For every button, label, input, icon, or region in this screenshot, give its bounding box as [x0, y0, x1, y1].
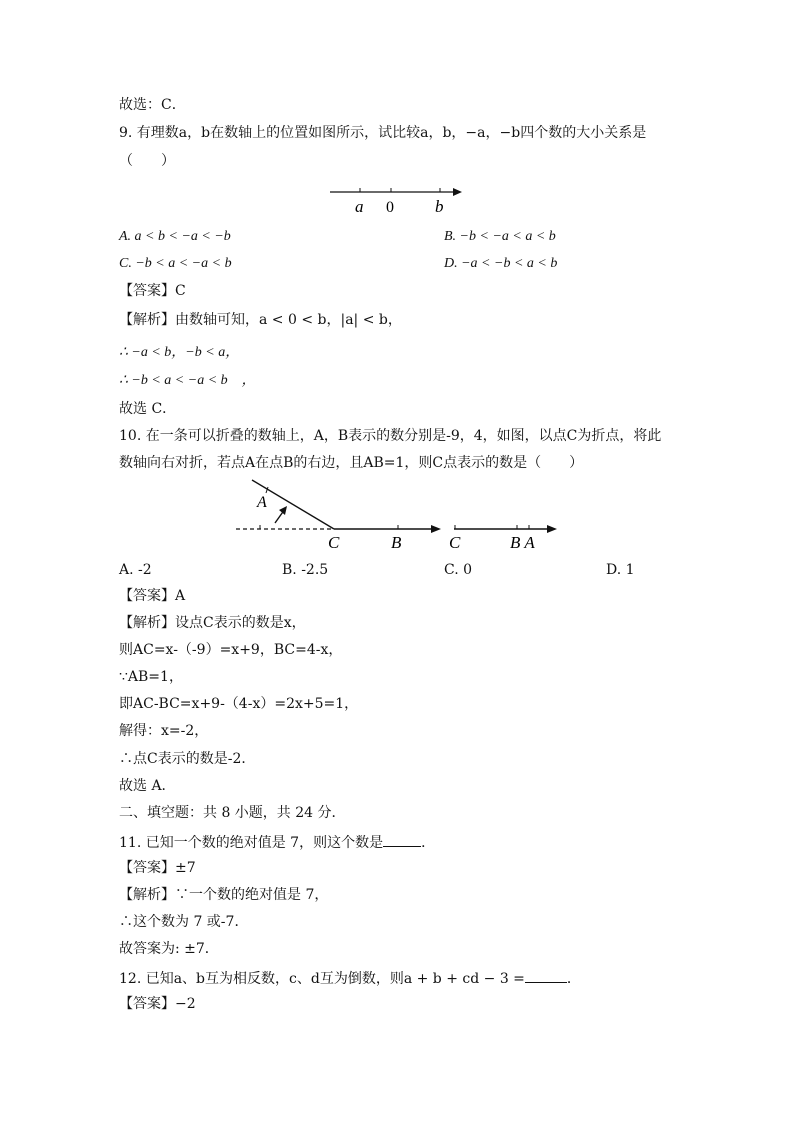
q9-explanation-1: 【解析】由数轴可知，a < 0 < b，|a| < b， [119, 312, 402, 328]
q11-stem-text: 11. 已知一个数的绝对值是 7，则这个数是 [119, 835, 384, 851]
q10-stem-1: 10. 在一条可以折叠的数轴上，A，B表示的数分别是-9，4，如图，以点C为折点，将此 [119, 428, 662, 444]
q12-answer: 【答案】−2 [119, 996, 196, 1012]
q11-explanation-1: 【解析】∵一个数的绝对值是 7， [119, 887, 329, 903]
q10-axis-2-arrow [547, 525, 557, 533]
q10-stem-2: 数轴向右对折，若点A在点B的右边，且AB=1，则C点表示的数是（ ） [119, 455, 584, 471]
q12-stem [119, 968, 581, 988]
q11-stem [119, 832, 435, 852]
q9-pick: 故选 C． [119, 401, 177, 417]
q10-label-ba: B A [510, 533, 535, 552]
q9-number-line-figure [320, 180, 480, 220]
q9-label-b: b [435, 197, 444, 216]
section-2-heading: 二、填空题：共 8 小题，共 24 分． [119, 805, 346, 821]
q12-stem-end: ． [566, 971, 581, 987]
q11-answer: 【答案】±7 [119, 860, 196, 876]
q10-explanation-5: 解得：x=-2， [119, 723, 209, 739]
q10-explanation-4: 即AC-BC=x+9-（4-x）=2x+5=1， [119, 696, 359, 712]
q9-label-a: a [355, 197, 364, 216]
q10-axis-1-arrow [431, 525, 441, 533]
q10-explanation-6: ∴点C表示的数是-2． [119, 751, 256, 767]
q9-option-a: A. a < b < −a < −b [119, 229, 231, 244]
q12-answer-blank [525, 968, 567, 983]
q11-explanation-3: 故答案为: ±7． [119, 941, 219, 957]
q10-option-b: B. -2.5 [282, 562, 329, 578]
q10-fold-figure [230, 476, 570, 556]
q10-pick: 故选 A． [119, 778, 176, 794]
q10-explanation-2: 则AC=x-（-9）=x+9，BC=4-x， [119, 642, 343, 658]
q9-paren: （ ） [119, 153, 175, 169]
line-pick-c: 故选：C． [119, 97, 186, 113]
q10-option-a: A. -2 [119, 562, 152, 578]
q9-option-c: C. −b < a < −a < b [119, 256, 232, 271]
q9-label-zero: 0 [386, 199, 394, 216]
q11-stem-end: ． [421, 835, 436, 851]
q10-label-a: A [257, 494, 267, 511]
q10-label-b: B [391, 533, 402, 552]
q10-explanation-1: 【解析】设点C表示的数是x， [119, 615, 306, 631]
q9-option-d: D. −a < −b < a < b [444, 256, 558, 271]
q10-fold-arrowhead [279, 506, 287, 515]
q9-explanation-3: ∴ −b < a < −a < b ， [119, 373, 256, 388]
q11-explanation-2: ∴这个数为 7 或-7． [119, 914, 249, 930]
q9-answer: 【答案】C [119, 283, 186, 299]
q11-answer-blank [383, 832, 421, 847]
q10-answer: 【答案】A [119, 588, 186, 604]
q9-axis-arrow [453, 188, 462, 196]
q10-explanation-3: ∵AB=1， [119, 669, 183, 685]
q9-explanation-2: ∴ −a < b，−b < a， [119, 345, 240, 360]
q10-label-c2: C [449, 533, 461, 552]
q9-stem: 9. 有理数a，b在数轴上的位置如图所示，试比较a，b，−a，−b四个数的大小关系是 [119, 125, 647, 141]
q12-stem-text: 12. 已知a、b互为相反数，c、d互为倒数，则a + b + cd − 3 = [119, 971, 525, 987]
q10-option-d: D. 1 [606, 562, 635, 578]
q10-option-c: C. 0 [444, 562, 473, 578]
q9-option-b: B. −b < −a < a < b [444, 229, 556, 244]
q10-label-c: C [328, 533, 340, 552]
